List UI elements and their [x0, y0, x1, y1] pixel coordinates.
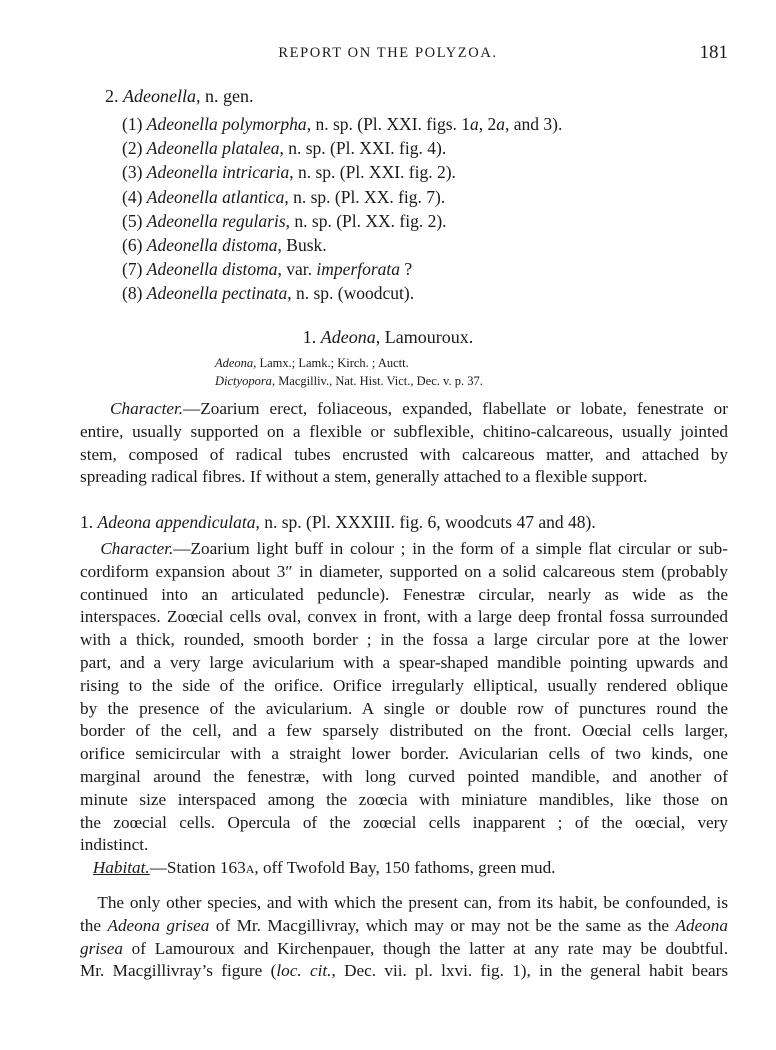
list-item-number: (3) — [122, 162, 143, 183]
list-item-detail: , n. sp. (Pl. XXI. fig. 2). — [289, 162, 456, 183]
list-item-detail: , var. — [277, 259, 317, 280]
text-line: rising to the side of the orifice. Orifice irregularly elliptical, usually rendered oblique — [80, 675, 728, 695]
text-line: interspaces. Zoœcial cells oval, convex in front, with a large deep frontal fossa surrounded — [80, 607, 728, 627]
species-reference: , n. sp. (Pl. XXXIII. fig. 6, woodcuts 47 and 48). — [255, 512, 596, 532]
synonymy-line — [215, 374, 483, 389]
discussion-paragraph — [80, 892, 728, 983]
list-item-variety: imperforata — [316, 259, 401, 280]
list-item-name: Adeonella distoma — [146, 259, 278, 280]
text-line: marginal around the fenestræ, with long curved pointed mandible, and another of — [80, 766, 728, 786]
list-item-number: (7) — [122, 259, 143, 280]
text-line: indistinct. — [80, 835, 149, 855]
list-item-detail: , n. sp. (Pl. XXI. figs. 1 — [306, 114, 471, 134]
species-character-paragraph — [80, 538, 728, 880]
section-number: 1. — [302, 327, 317, 347]
list-item-detail: , 2 — [478, 114, 497, 134]
list-item-detail-italic: a — [470, 114, 479, 134]
list-item — [122, 112, 562, 136]
list-item-name: Adeonella intricaria — [146, 162, 290, 183]
list-item-detail: ? — [400, 259, 413, 280]
species-list — [122, 112, 562, 306]
text-line — [80, 938, 728, 961]
list-item-detail: , n. sp. (Pl. XX. fig. 7). — [284, 186, 446, 207]
list-item-detail-italic: a — [496, 114, 506, 134]
list-item-detail: , n. sp. (Pl. XXI. fig. 4). — [279, 138, 447, 159]
text-line — [80, 538, 728, 561]
habitat-label: Habitat. — [92, 858, 150, 878]
synonym-reference: , Macgilliv., Nat. Hist. Vict., Dec. v. p. 37. — [271, 374, 483, 388]
page-number: 181 — [699, 42, 728, 63]
character-label: Character. — [110, 399, 184, 418]
text-line: stem, composed of radical tubes encrusted with calcareous matter, and attached by — [80, 444, 728, 464]
text-segment: Adeona — [675, 915, 728, 935]
list-item — [122, 185, 562, 209]
list-item-name: Adeonella polymorpha — [146, 114, 307, 134]
list-item-name: Adeonella platalea — [146, 138, 280, 159]
text-segment: Adeona grisea — [107, 915, 210, 935]
text-line — [80, 915, 728, 938]
text-line — [80, 960, 728, 983]
text-line: part, and a very large avicularium with a spear-shaped mandible pointing upwards and — [80, 652, 728, 672]
text-line: by the presence of the avicularium. A single or double row of punctures round the — [80, 698, 728, 718]
section-heading — [0, 327, 776, 348]
text-line: spreading radical fibres. If without a stem, generally attached to a flexible support. — [80, 467, 648, 487]
list-item-number: (5) — [122, 210, 143, 231]
genus-name: Adeonella — [123, 86, 196, 106]
genus-number: 2. — [105, 86, 119, 106]
list-item-detail: , and 3). — [505, 114, 563, 134]
genus-suffix: , n. gen. — [195, 86, 254, 106]
section-author: , Lamouroux. — [375, 327, 474, 347]
genus-character-paragraph — [80, 398, 728, 489]
text-segment: , off Twofold Bay, 150 fathoms, green mud. — [254, 858, 556, 878]
text-segment: The only other species, and with which the present can, from its habit, be confounded, is — [97, 893, 729, 912]
species-name: Adeona appendiculata — [97, 512, 256, 532]
synonym-name: Adeona — [215, 356, 254, 370]
text-line: minute size interspaced among the zoœcia with miniature mandibles, like those on — [80, 789, 728, 809]
list-item-number: (8) — [122, 283, 143, 304]
list-item — [122, 257, 562, 281]
habitat-line — [80, 857, 728, 880]
list-item-detail: , n. sp. (woodcut). — [287, 283, 415, 304]
list-item-name: Adeonella distoma — [146, 234, 278, 255]
list-item-detail: , Busk. — [277, 234, 327, 255]
text-segment: , Dec. vii. pl. lxvi. fig. 1), in the general habit bears — [331, 961, 729, 981]
text-line: the zoœcial cells. Opercula of the zoœcial cells inapparent ; of the oœcial, very — [80, 812, 728, 832]
text-segment: a — [245, 858, 255, 878]
text-line: entire, usually supported on a flexible or subflexible, chitino-calcareous, usually jointed — [80, 421, 728, 441]
list-item-number: (6) — [122, 234, 143, 255]
list-item — [122, 160, 562, 184]
text-segment: Mr. Macgillivray’s figure ( — [80, 961, 277, 981]
synonymy-line — [215, 356, 409, 371]
text-segment: —Station 163 — [149, 858, 246, 878]
running-title: REPORT ON THE POLYZOA. — [278, 45, 498, 61]
text-segment: grisea — [80, 938, 123, 958]
list-item-number: (4) — [122, 186, 143, 207]
list-item — [122, 136, 562, 160]
list-item-number: (2) — [122, 138, 143, 159]
list-item-name: Adeonella atlantica — [146, 186, 285, 207]
list-item-name: Adeonella regularis — [146, 210, 286, 231]
text-line — [80, 892, 728, 915]
species-number: 1. — [80, 512, 94, 532]
list-item-detail: , n. sp. (Pl. XX. fig. 2). — [285, 210, 447, 231]
text-line: cordiform expansion about 3″ in diameter, supported on a solid calcareous stem (probably — [80, 561, 728, 581]
synonym-name: Dictyopora — [215, 374, 272, 388]
text-line: with a thick, rounded, smooth border ; in the fossa a large circular pore at the lower — [80, 630, 728, 650]
text-segment: —Zoarium erect, foliaceous, expanded, flabellate or lobate, fenestrate or — [183, 399, 728, 418]
text-segment: the — [80, 915, 108, 935]
running-head — [0, 42, 776, 66]
text-line — [80, 398, 728, 421]
text-line: border of the cell, and a few sparsely distributed on the front. Oœcial cells larger, — [80, 721, 728, 741]
text-segment: loc. cit. — [276, 961, 332, 981]
section-name: Adeona — [320, 327, 376, 347]
text-segment: of Mr. Macgillivray, which may or may not be the same as the — [209, 915, 676, 935]
list-item — [122, 209, 562, 233]
character-label: Character. — [100, 539, 174, 558]
genus-heading — [105, 86, 253, 107]
species-heading — [80, 512, 596, 533]
text-segment: of Lamouroux and Kirchenpauer, though the latter at any rate may be doubtful. — [122, 938, 728, 958]
synonym-reference: , Lamx.; Lamk.; Kirch. ; Auctt. — [253, 356, 409, 370]
list-item — [122, 233, 562, 257]
list-item-name: Adeonella pectinata — [146, 283, 288, 304]
text-segment: —Zoarium light buff in colour ; in the form of a simple flat circular or sub- — [173, 539, 728, 558]
text-line: continued into an articulated peduncle). Fenestræ circular, nearly as wide as the — [80, 584, 728, 604]
list-item-number: (1) — [122, 114, 143, 134]
list-item — [122, 281, 562, 305]
text-line: orifice semicircular with a straight lower border. Avicularian cells of two kinds, one — [80, 744, 728, 764]
